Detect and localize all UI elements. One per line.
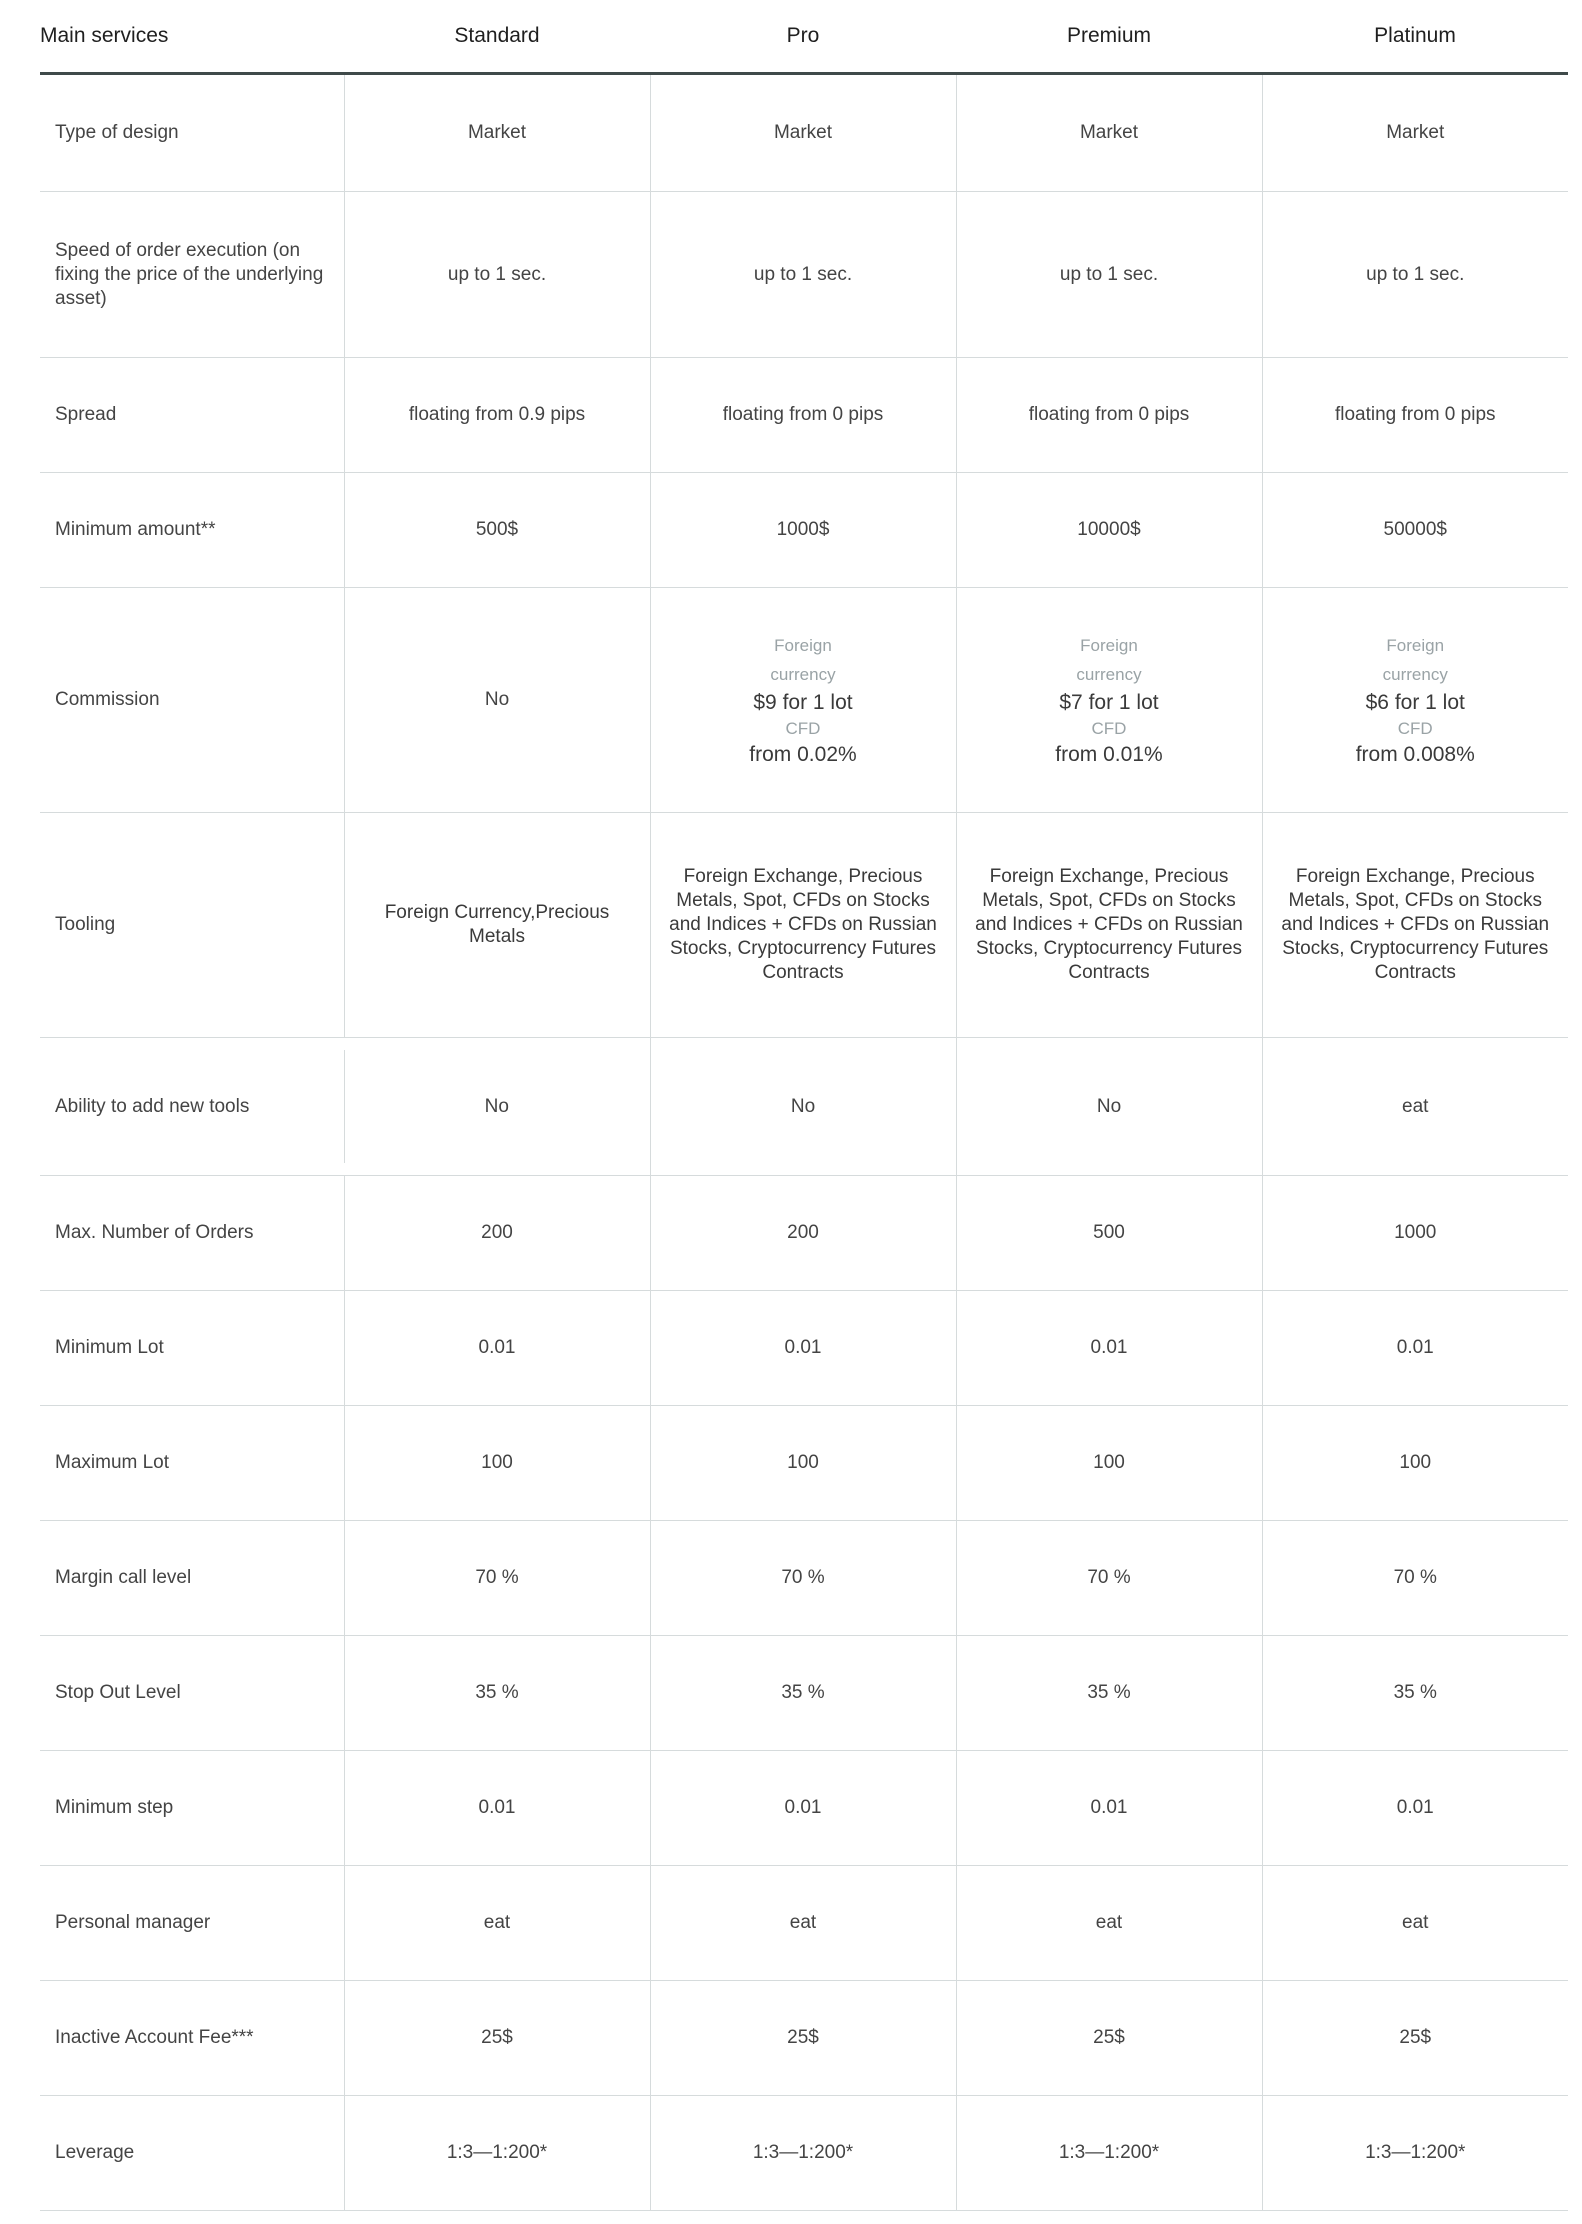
commission-fx-label: Foreign xyxy=(774,636,832,655)
header-plan-premium: Premium xyxy=(956,0,1262,74)
row-label: Stop Out Level xyxy=(40,1636,344,1751)
row-label: Maximum Lot xyxy=(40,1406,344,1521)
table-row xyxy=(40,1406,1568,1521)
row-label: Margin call level xyxy=(40,1521,344,1636)
table-cell: 70 % xyxy=(1262,1521,1568,1636)
table-cell: 200 xyxy=(344,1176,650,1291)
table-cell: 0.01 xyxy=(650,1751,956,1866)
commission-cfd-value: from 0.01% xyxy=(1055,743,1163,766)
table-row xyxy=(40,1866,1568,1981)
row-label: Ability to add new tools xyxy=(40,1038,344,1176)
table-cell: eat xyxy=(956,1866,1262,1981)
table-row xyxy=(40,1751,1568,1866)
table-cell: No xyxy=(344,588,650,813)
table-cell: 35 % xyxy=(650,1636,956,1751)
table-cell: floating from 0 pips xyxy=(1262,358,1568,473)
table-cell: Market xyxy=(344,74,650,192)
table-row xyxy=(40,1176,1568,1291)
commission-cell-platinum xyxy=(1262,588,1568,813)
table-cell: 100 xyxy=(650,1406,956,1521)
table-row xyxy=(40,588,1568,813)
row-label: Minimum Lot xyxy=(40,1291,344,1406)
table-cell: eat xyxy=(650,1866,956,1981)
table-cell: 0.01 xyxy=(1262,1751,1568,1866)
table-cell: 1:3—1:200* xyxy=(650,2096,956,2211)
row-label: Spread xyxy=(40,358,344,473)
commission-fx-label: Foreign xyxy=(1386,636,1445,655)
commission-cfd-label: CFD xyxy=(785,719,821,738)
commission-fx-value: $6 for 1 lot xyxy=(1365,691,1465,714)
row-label: Minimum step xyxy=(40,1751,344,1866)
table-row xyxy=(40,813,1568,1038)
row-label: Tooling xyxy=(40,813,344,1038)
table-cell: 35 % xyxy=(344,1636,650,1751)
table-cell: 10000$ xyxy=(956,473,1262,588)
table-cell: 25$ xyxy=(1262,1981,1568,2096)
table-cell: 100 xyxy=(956,1406,1262,1521)
row-label: Speed of order execution (on fixing the price of the underlying asset) xyxy=(40,192,344,358)
row-label: Personal manager xyxy=(40,1866,344,1981)
table-row xyxy=(40,1981,1568,2096)
table-row xyxy=(40,1291,1568,1406)
header-plan-pro: Pro xyxy=(650,0,956,74)
table-cell: 0.01 xyxy=(956,1751,1262,1866)
row-label: Commission xyxy=(40,588,344,813)
table-cell: 35 % xyxy=(956,1636,1262,1751)
table-cell: 100 xyxy=(344,1406,650,1521)
table-cell: up to 1 sec. xyxy=(1262,192,1568,358)
table-header-row xyxy=(40,0,1568,74)
table-cell: eat xyxy=(344,1866,650,1981)
table-cell: floating from 0.9 pips xyxy=(344,358,650,473)
table-row xyxy=(40,358,1568,473)
table-cell: 70 % xyxy=(650,1521,956,1636)
table-cell: 500 xyxy=(956,1176,1262,1291)
commission-cfd-label: CFD xyxy=(1397,719,1433,738)
commission-fx-label: currency xyxy=(1382,665,1448,684)
table-cell: 1:3—1:200* xyxy=(956,2096,1262,2211)
table-cell: up to 1 sec. xyxy=(956,192,1262,358)
table-cell: 1000 xyxy=(1262,1176,1568,1291)
commission-fx-label: currency xyxy=(770,665,836,684)
table-cell: 50000$ xyxy=(1262,473,1568,588)
table-row xyxy=(40,192,1568,358)
commission-fx-label: currency xyxy=(1076,665,1142,684)
table-row xyxy=(40,1038,1568,1176)
table-cell: 70 % xyxy=(956,1521,1262,1636)
table-cell: Market xyxy=(650,74,956,192)
table-cell: Foreign Exchange, Precious Metals, Spot, CFDs on Stocks and Indices + CFDs on Russian Stocks, Cryptocurrency Futures Contracts xyxy=(1262,813,1568,1038)
table-row xyxy=(40,2096,1568,2211)
table-cell: 0.01 xyxy=(1262,1291,1568,1406)
table-cell: up to 1 sec. xyxy=(650,192,956,358)
table-cell: 0.01 xyxy=(344,1751,650,1866)
commission-fx-value: $7 for 1 lot xyxy=(1059,691,1159,714)
header-plan-platinum: Platinum xyxy=(1262,0,1568,74)
table-row xyxy=(40,1636,1568,1751)
row-label: Type of design xyxy=(40,74,344,192)
table-cell: Foreign Exchange, Precious Metals, Spot, CFDs on Stocks and Indices + CFDs on Russian Stocks, Cryptocurrency Futures Contracts xyxy=(956,813,1262,1038)
table-cell: 500$ xyxy=(344,473,650,588)
plans-comparison-table xyxy=(40,0,1568,2211)
table-cell: up to 1 sec. xyxy=(344,192,650,358)
table-cell: 25$ xyxy=(344,1981,650,2096)
header-plan-standard: Standard xyxy=(344,0,650,74)
header-main-services: Main services xyxy=(40,0,344,74)
row-label: Leverage xyxy=(40,2096,344,2211)
table-cell: eat xyxy=(1262,1866,1568,1981)
row-label: Inactive Account Fee*** xyxy=(40,1981,344,2096)
table-cell: Market xyxy=(956,74,1262,192)
table-cell: 200 xyxy=(650,1176,956,1291)
table-cell: floating from 0 pips xyxy=(956,358,1262,473)
table-cell: Market xyxy=(1262,74,1568,192)
table-row xyxy=(40,74,1568,192)
row-label: Minimum amount** xyxy=(40,473,344,588)
row-label: Max. Number of Orders xyxy=(40,1176,344,1291)
commission-cell-premium xyxy=(956,588,1262,813)
commission-cfd-label: CFD xyxy=(1091,719,1127,738)
table-cell: 0.01 xyxy=(650,1291,956,1406)
table-cell: 35 % xyxy=(1262,1636,1568,1751)
commission-cfd-value: from 0.008% xyxy=(1355,743,1475,766)
table-cell: floating from 0 pips xyxy=(650,358,956,473)
table-cell: 100 xyxy=(1262,1406,1568,1521)
table-row xyxy=(40,473,1568,588)
table-cell: 0.01 xyxy=(344,1291,650,1406)
table-cell: 70 % xyxy=(344,1521,650,1636)
table-cell: No xyxy=(650,1038,956,1176)
table-cell: Foreign Exchange, Precious Metals, Spot, CFDs on Stocks and Indices + CFDs on Russian Stocks, Cryptocurrency Futures Contracts xyxy=(650,813,956,1038)
table-cell: Foreign Currency,Precious Metals xyxy=(344,813,650,1038)
table-cell: 0.01 xyxy=(956,1291,1262,1406)
commission-fx-label: Foreign xyxy=(1080,636,1138,655)
table-row xyxy=(40,1521,1568,1636)
table-cell: eat xyxy=(1262,1038,1568,1176)
commission-fx-value: $9 for 1 lot xyxy=(753,691,853,714)
table-cell: 25$ xyxy=(650,1981,956,2096)
table-cell: No xyxy=(956,1038,1262,1176)
plans-comparison xyxy=(40,0,1568,2211)
table-cell: 1000$ xyxy=(650,473,956,588)
table-cell: 1:3—1:200* xyxy=(1262,2096,1568,2211)
table-cell: 1:3—1:200* xyxy=(344,2096,650,2211)
table-cell: 25$ xyxy=(956,1981,1262,2096)
commission-cell-pro xyxy=(650,588,956,813)
table-cell: No xyxy=(344,1038,650,1176)
commission-cfd-value: from 0.02% xyxy=(749,743,857,766)
